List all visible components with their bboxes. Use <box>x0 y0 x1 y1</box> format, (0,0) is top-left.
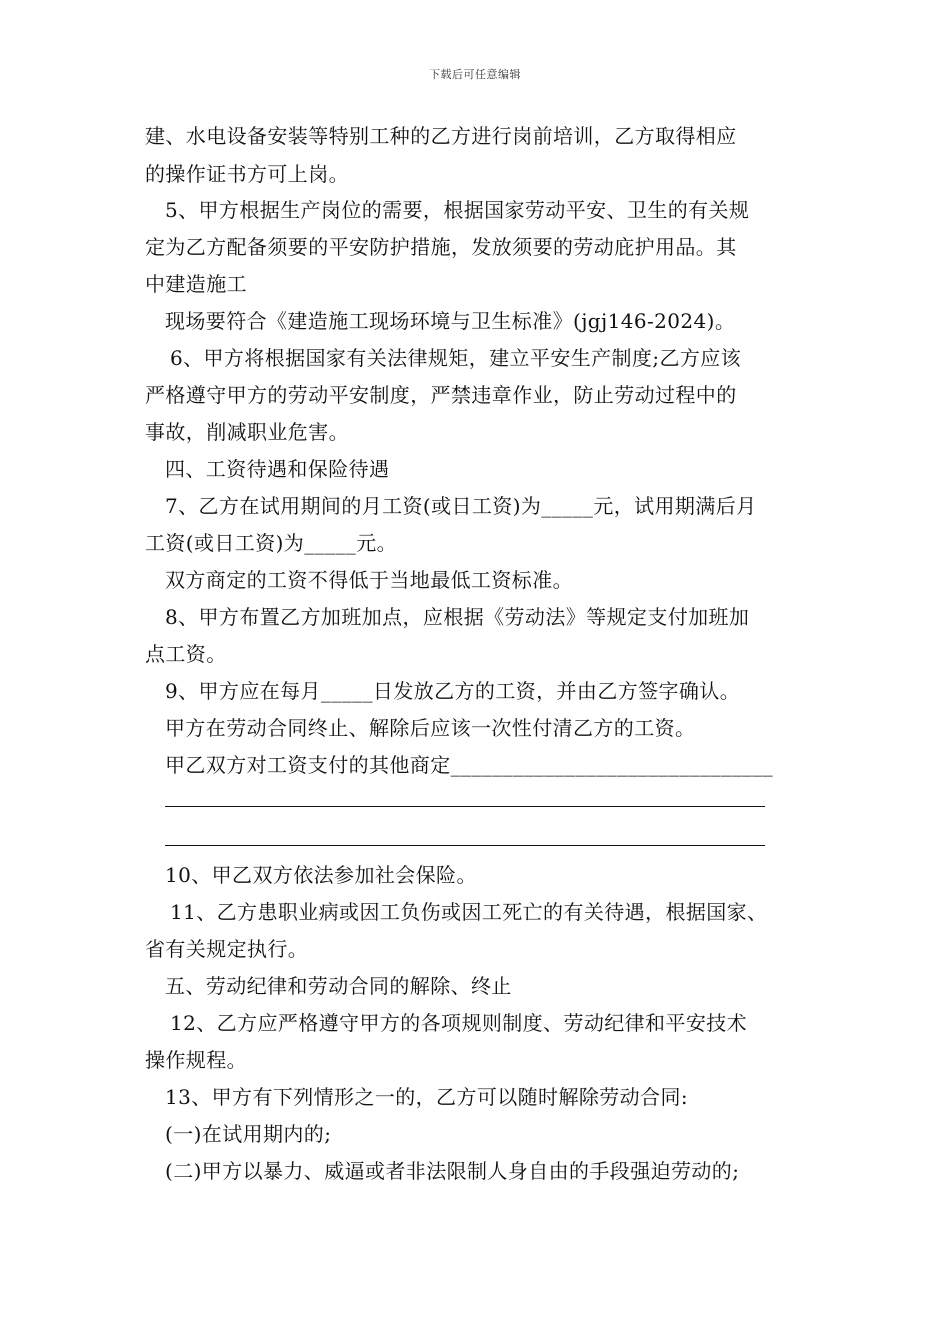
text-line: 建、水电设备安装等特别工种的乙方进行岗前培训，乙方取得相应 <box>145 124 737 148</box>
text-line: 的操作证书方可上岗。 <box>145 162 349 186</box>
text-line: 中建造施工 <box>145 272 247 296</box>
text-line: 8、甲方布置乙方加班加点，应根据《劳动法》等规定支付加班加 <box>165 605 750 629</box>
fill-in-blank-line <box>165 806 765 807</box>
text-line: 6、甲方将根据国家有关法律规矩，建立平安生产制度;乙方应该 <box>170 346 742 370</box>
list-item: (二)甲方以暴力、威逼或者非法限制人身自由的手段强迫劳动的; <box>165 1159 740 1183</box>
text-line: 双方商定的工资不得低于当地最低工资标准。 <box>165 568 573 592</box>
text-line: 严格遵守甲方的劳动平安制度，严禁违章作业，防止劳动过程中的 <box>145 383 737 407</box>
list-item: (一)在试用期内的; <box>165 1122 332 1146</box>
text-line: 9、甲方应在每月_____日发放乙方的工资，并由乙方签字确认。 <box>165 679 741 703</box>
text-line: 事故，削减职业危害。 <box>145 420 349 444</box>
text-line: 13、甲方有下列情形之一的，乙方可以随时解除劳动合同: <box>165 1085 688 1109</box>
text-line: 12、乙方应严格遵守甲方的各项规则制度、劳动纪律和平安技术 <box>170 1011 748 1035</box>
text-line: 省有关规定执行。 <box>145 937 309 961</box>
text-line: 5、甲方根据生产岗位的需要，根据国家劳动平安、卫生的有关规 <box>165 198 750 222</box>
fill-in-blank-line <box>165 845 765 846</box>
text-line: 点工资。 <box>145 642 227 666</box>
section-heading: 五、劳动纪律和劳动合同的解除、终止 <box>165 974 512 998</box>
page-header: 下载后可任意编辑 <box>429 68 521 81</box>
text-line: 11、乙方患职业病或因工负伤或因工死亡的有关待遇，根据国家、 <box>170 900 768 924</box>
text-line: 现场要符合《建造施工现场环境与卫生标准》(jgj146-2024)。 <box>165 309 736 333</box>
text-line: 操作规程。 <box>145 1048 247 1072</box>
text-line: 定为乙方配备须要的平安防护措施，发放须要的劳动庇护用品。其 <box>145 235 737 259</box>
text-line: 工资(或日工资)为_____元。 <box>145 531 398 555</box>
text-line: 10、甲乙双方依法参加社会保险。 <box>165 863 477 887</box>
text-line: 甲方在劳动合同终止、解除后应该一次性付清乙方的工资。 <box>165 716 696 740</box>
text-line: 甲乙双方对工资支付的其他商定_______________________________ <box>165 753 773 777</box>
section-heading: 四、工资待遇和保险待遇 <box>165 457 390 481</box>
text-line: 7、乙方在试用期间的月工资(或日工资)为_____元，试用期满后月 <box>165 494 757 518</box>
